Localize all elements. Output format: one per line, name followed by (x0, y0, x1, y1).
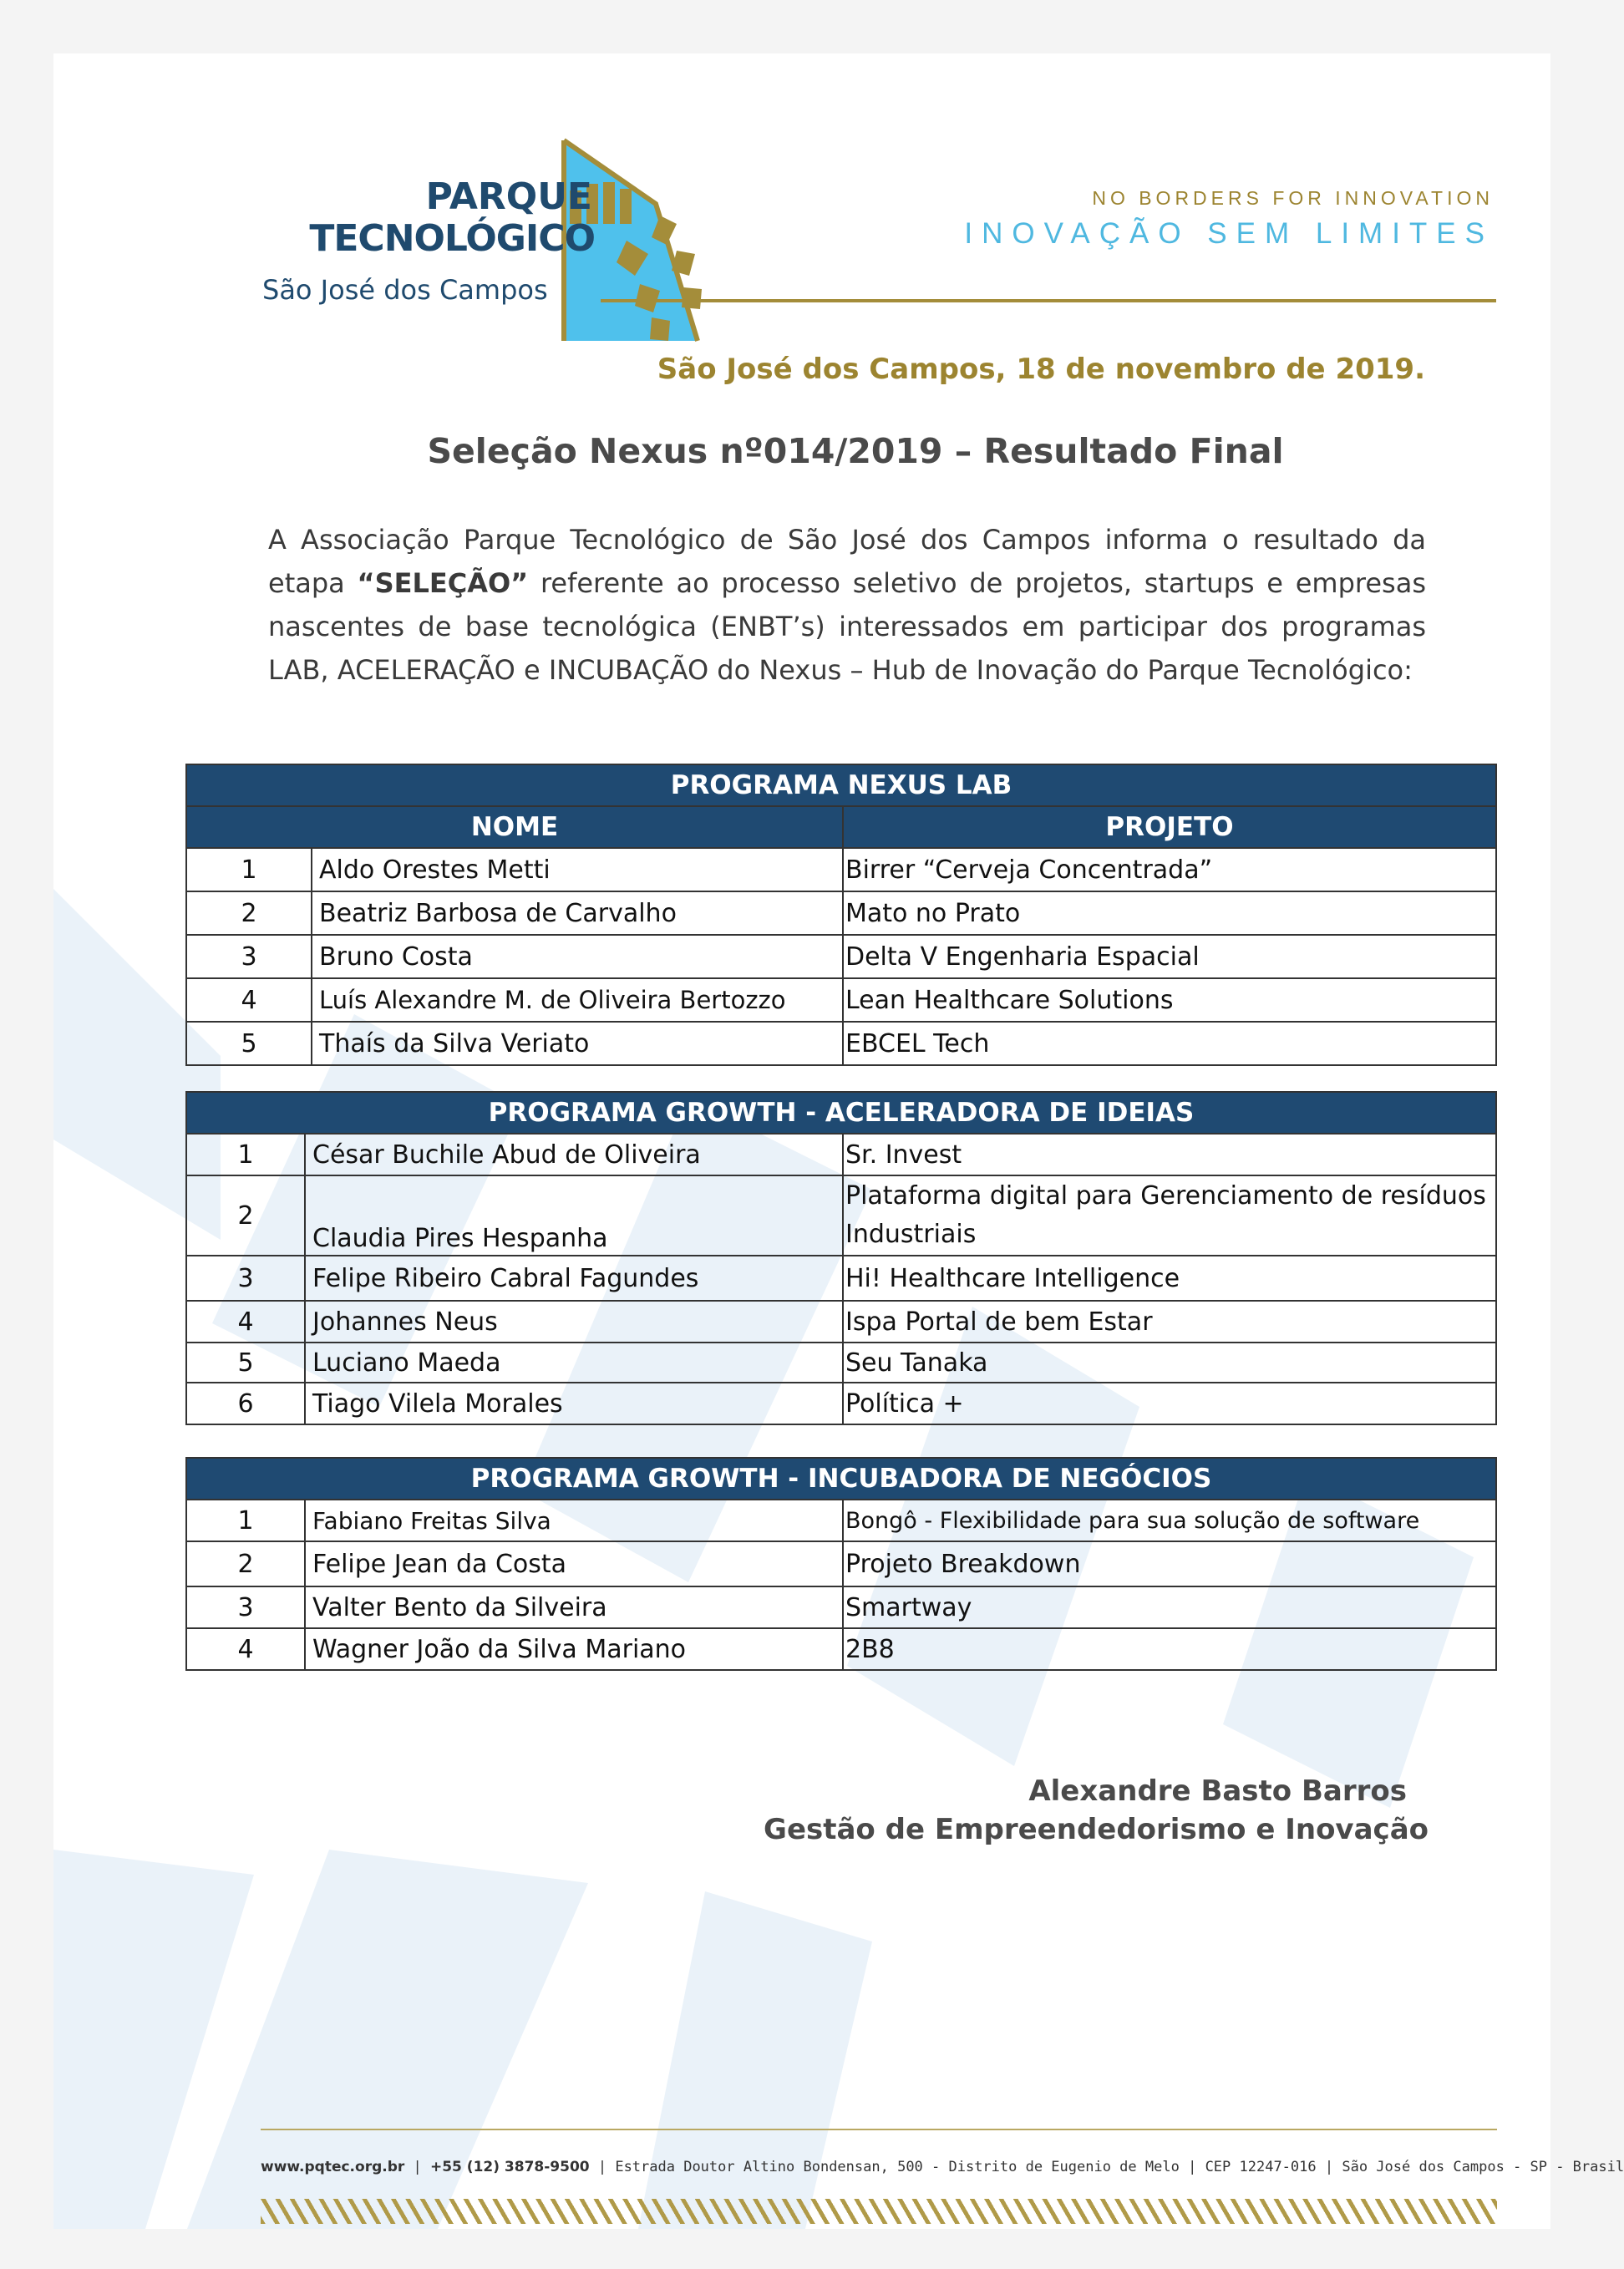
row-number: 5 (186, 1022, 312, 1065)
row-name: Beatriz Barbosa de Carvalho (312, 891, 843, 935)
table-nexus-lab (185, 764, 1497, 1066)
row-name: Fabiano Freitas Silva (305, 1500, 843, 1541)
row-name: Felipe Jean da Costa (305, 1541, 843, 1586)
table-row (186, 891, 1496, 935)
footer-city: São José dos Campos - SP - Brasil (1342, 2159, 1624, 2175)
row-name: Wagner João da Silva Mariano (305, 1628, 843, 1670)
table-aceleradora (185, 1091, 1497, 1425)
intro-paragraph (268, 518, 1426, 692)
row-number: 3 (186, 1256, 305, 1301)
row-name: Luciano Maeda (305, 1343, 843, 1383)
signature-name: Alexandre Basto Barros (1028, 1774, 1407, 1808)
table-row (186, 1541, 1496, 1586)
row-name: Claudia Pires Hespanha (305, 1175, 843, 1256)
row-number: 5 (186, 1343, 305, 1383)
row-project: 2B8 (843, 1628, 1496, 1670)
table-row (186, 848, 1496, 891)
row-number: 1 (186, 1134, 305, 1175)
row-name: Johannes Neus (305, 1301, 843, 1343)
footer-divider (261, 2129, 1497, 2130)
table-row (186, 1500, 1496, 1541)
footer-phone: +55 (12) 3878-9500 (429, 2159, 590, 2175)
row-number: 6 (186, 1383, 305, 1424)
table-row (186, 1628, 1496, 1670)
row-name: Thaís da Silva Veriato (312, 1022, 843, 1065)
table-row (186, 935, 1496, 978)
table-row (186, 1134, 1496, 1175)
logo-text-city: São José dos Campos (262, 274, 548, 306)
row-number: 4 (186, 1628, 305, 1670)
table-row (186, 1175, 1496, 1256)
footer-contact: www.pqtec.org.br | +55 (12) 3878-9500 | Estrada Doutor Altino Bondensan, 500 - Distrito de Eugenio de Melo | CEP 12247-016 | São José dos Campos - SP - Brasil (261, 2159, 1624, 2175)
row-name: Felipe Ribeiro Cabral Fagundes (305, 1256, 843, 1301)
table-row (186, 1586, 1496, 1628)
document-title: Seleção Nexus nº014/2019 – Resultado Final (427, 431, 1284, 471)
footer-address: Estrada Doutor Altino Bondensan, 500 - Distrito de Eugenio de Melo (615, 2159, 1180, 2175)
table-incubadora (185, 1457, 1497, 1671)
tagline-english: NO BORDERS FOR INNOVATION (1092, 187, 1494, 209)
row-project: EBCEL Tech (843, 1022, 1496, 1065)
table-row (186, 1256, 1496, 1301)
table-title: PROGRAMA NEXUS LAB (186, 764, 1496, 806)
document-date: São José dos Campos, 18 de novembro de 2019. (657, 353, 1425, 386)
table-title: PROGRAMA GROWTH - INCUBADORA DE NEGÓCIOS (186, 1458, 1496, 1500)
document-page (53, 53, 1624, 2229)
row-project: Sr. Invest (843, 1134, 1496, 1175)
row-number: 4 (186, 1301, 305, 1343)
table-row (186, 1022, 1496, 1065)
row-name: Aldo Orestes Metti (312, 848, 843, 891)
row-project: Projeto Breakdown (843, 1541, 1496, 1586)
footer-cep: CEP 12247-016 (1205, 2159, 1317, 2175)
footer-site-link[interactable]: www.pqtec.org.br (261, 2159, 405, 2175)
header-divider (601, 299, 1496, 302)
table-title: PROGRAMA GROWTH - ACELERADORA DE IDEIAS (186, 1092, 1496, 1134)
column-header-project: PROJETO (843, 806, 1496, 848)
tagline-portuguese: INOVAÇÃO SEM LIMITES (964, 217, 1494, 250)
row-number: 2 (186, 1541, 305, 1586)
intro-text-2: referente ao processo seletivo de projetos, startups e empresas nascentes de base tecnológica (ENBT’s) interessados em participar dos programas LAB, ACELERAÇÃO e INCUBAÇÃO do Nexus – Hub de Inovação do Parque Tecnológico: (268, 567, 1427, 686)
row-number: 2 (186, 1175, 305, 1256)
row-project: Delta V Engenharia Espacial (843, 935, 1496, 978)
row-number: 3 (186, 1586, 305, 1628)
row-number: 1 (186, 1500, 305, 1541)
row-number: 4 (186, 978, 312, 1022)
row-project: Birrer “Cerveja Concentrada” (843, 848, 1496, 891)
row-project: Plataforma digital para Gerenciamento de resíduos Industriais (843, 1175, 1496, 1256)
row-project: Lean Healthcare Solutions (843, 978, 1496, 1022)
table-row (186, 1343, 1496, 1383)
row-number: 1 (186, 848, 312, 891)
column-header-name: NOME (186, 806, 843, 848)
row-project: Bongô - Flexibilidade para sua solução de software (843, 1500, 1496, 1541)
row-project: Seu Tanaka (843, 1343, 1496, 1383)
row-number: 3 (186, 935, 312, 978)
row-name: Luís Alexandre M. de Oliveira Bertozzo (312, 978, 843, 1022)
row-project: Hi! Healthcare Intelligence (843, 1256, 1496, 1301)
row-name: César Buchile Abud de Oliveira (305, 1134, 843, 1175)
row-name: Bruno Costa (312, 935, 843, 978)
signature-role: Gestão de Empreendedorismo e Inovação (764, 1813, 1429, 1846)
row-name: Tiago Vilela Morales (305, 1383, 843, 1424)
row-project: Ispa Portal de bem Estar (843, 1301, 1496, 1343)
logo-text-parque: PARQUE (425, 175, 592, 218)
table-row (186, 978, 1496, 1022)
intro-bold: “SELEÇÃO” (357, 567, 529, 599)
row-number: 2 (186, 891, 312, 935)
table-row (186, 1383, 1496, 1424)
intro-text-1: A Associação Parque Tecnológico de São José dos Campos informa o resultado da etapa (268, 524, 1426, 599)
footer-hatch-decoration (261, 2199, 1497, 2224)
row-name: Valter Bento da Silveira (305, 1586, 843, 1628)
table-row (186, 1301, 1496, 1343)
row-project: Política + (843, 1383, 1496, 1424)
row-project: Smartway (843, 1586, 1496, 1628)
logo-text-tecnologico: TECNOLÓGICO (309, 217, 595, 260)
row-project: Mato no Prato (843, 891, 1496, 935)
